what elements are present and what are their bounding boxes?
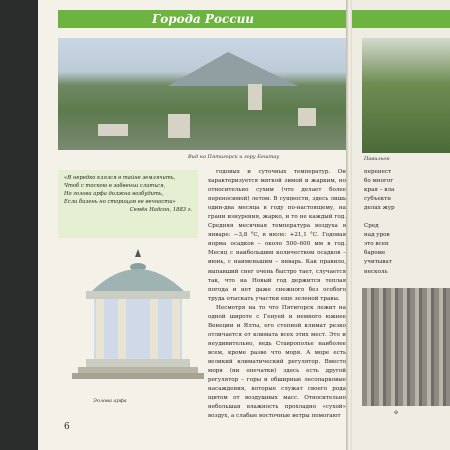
building-4 — [98, 124, 128, 136]
quote-author: Семён Надсон, 1883 г. — [129, 207, 192, 214]
text-line: субъектн — [364, 196, 391, 203]
paragraph: годовых и суточных температур. Он характеризуется мягкой зимой и жарким, но относительно сухим (что делает более переносимой) летом. В сущности, здесь лишь один-два месяца в году по-настоящему, на грани изнурения, жарко, и то не каждый год. Средняя месячная температура воздуха в январе: −3,8 °С, в июле: +21,1 °С. Годовая норма осадков – около 500–600 мм в год. Месяц с наибольшим количеством осадков – июнь, с наименьшим – январь. Как правило, выпавший снег очень быстро тает, случается так, что на Новый год держится теплая погода и нет даже снежного без особого труда отыскать участки еще зеленой травы. — [208, 169, 346, 302]
text-line: Сред — [364, 223, 379, 230]
text-line: края – вла — [364, 187, 395, 194]
text-line: делах жур — [364, 205, 395, 212]
quote-line: «Я нередко клялся в тайне землячить, — [64, 175, 176, 181]
city-panorama-photo — [58, 38, 348, 150]
building-2 — [168, 114, 190, 138]
page-number: 6 — [64, 422, 70, 432]
text-line: бо многог — [364, 178, 394, 185]
text-line: перенест — [364, 169, 392, 175]
columns-photo — [362, 288, 450, 406]
text-line: над уров — [364, 232, 390, 239]
rotunda-caption: Эолова арфа — [93, 398, 127, 404]
text-line: несколь — [364, 268, 388, 275]
mountain-shape — [168, 52, 298, 86]
text-line — [364, 213, 450, 222]
body-text — [208, 168, 346, 421]
right-header — [352, 10, 450, 28]
quote-box — [58, 170, 198, 238]
photo-caption: Вид на Пятигорск и гору Бештау — [188, 154, 280, 160]
right-photo-caption: Павильон — [364, 156, 390, 162]
left-page — [38, 0, 350, 450]
park-photo — [362, 38, 450, 153]
right-page — [352, 0, 450, 450]
building-1 — [248, 84, 262, 110]
text-line: учитыват — [364, 259, 392, 266]
rotunda-illustration — [68, 245, 208, 395]
quote-line: Но голова арфа должна возбудить, — [64, 191, 164, 198]
quote-line: Если бизень но сторицам ее вечности» — [64, 199, 176, 206]
paragraph: Несмотря на то что Пятигорск лежит на одной широте с Генуей и немного южнее Венеции и Ялты, его степной климат резко отличается от климата всех этих мест. Это и неудивительно, ведь Ставрополье наиболее всем, кроме разве что моря. А море есть великий климатический регулятор. Вместо моря (ни опечатки) здесь есть другой регулятор – горы и обширные лесопарковые насаждения, которые служат своего рода щитом от воздушных масс. Относительно небольшая влажность прохладно «сухой» воздух, а слабые восточные ветры помогают — [208, 304, 346, 420]
text-line: бароме — [364, 250, 386, 257]
text-line: это всеп — [364, 241, 389, 248]
quote-line: Чтоб с тоскою в забвеньи слиться, — [64, 183, 166, 190]
right-body-text — [364, 168, 450, 277]
right-photo-caption-2: Ф — [394, 410, 399, 416]
section-header: Города России — [58, 10, 348, 28]
building-3 — [298, 108, 316, 126]
